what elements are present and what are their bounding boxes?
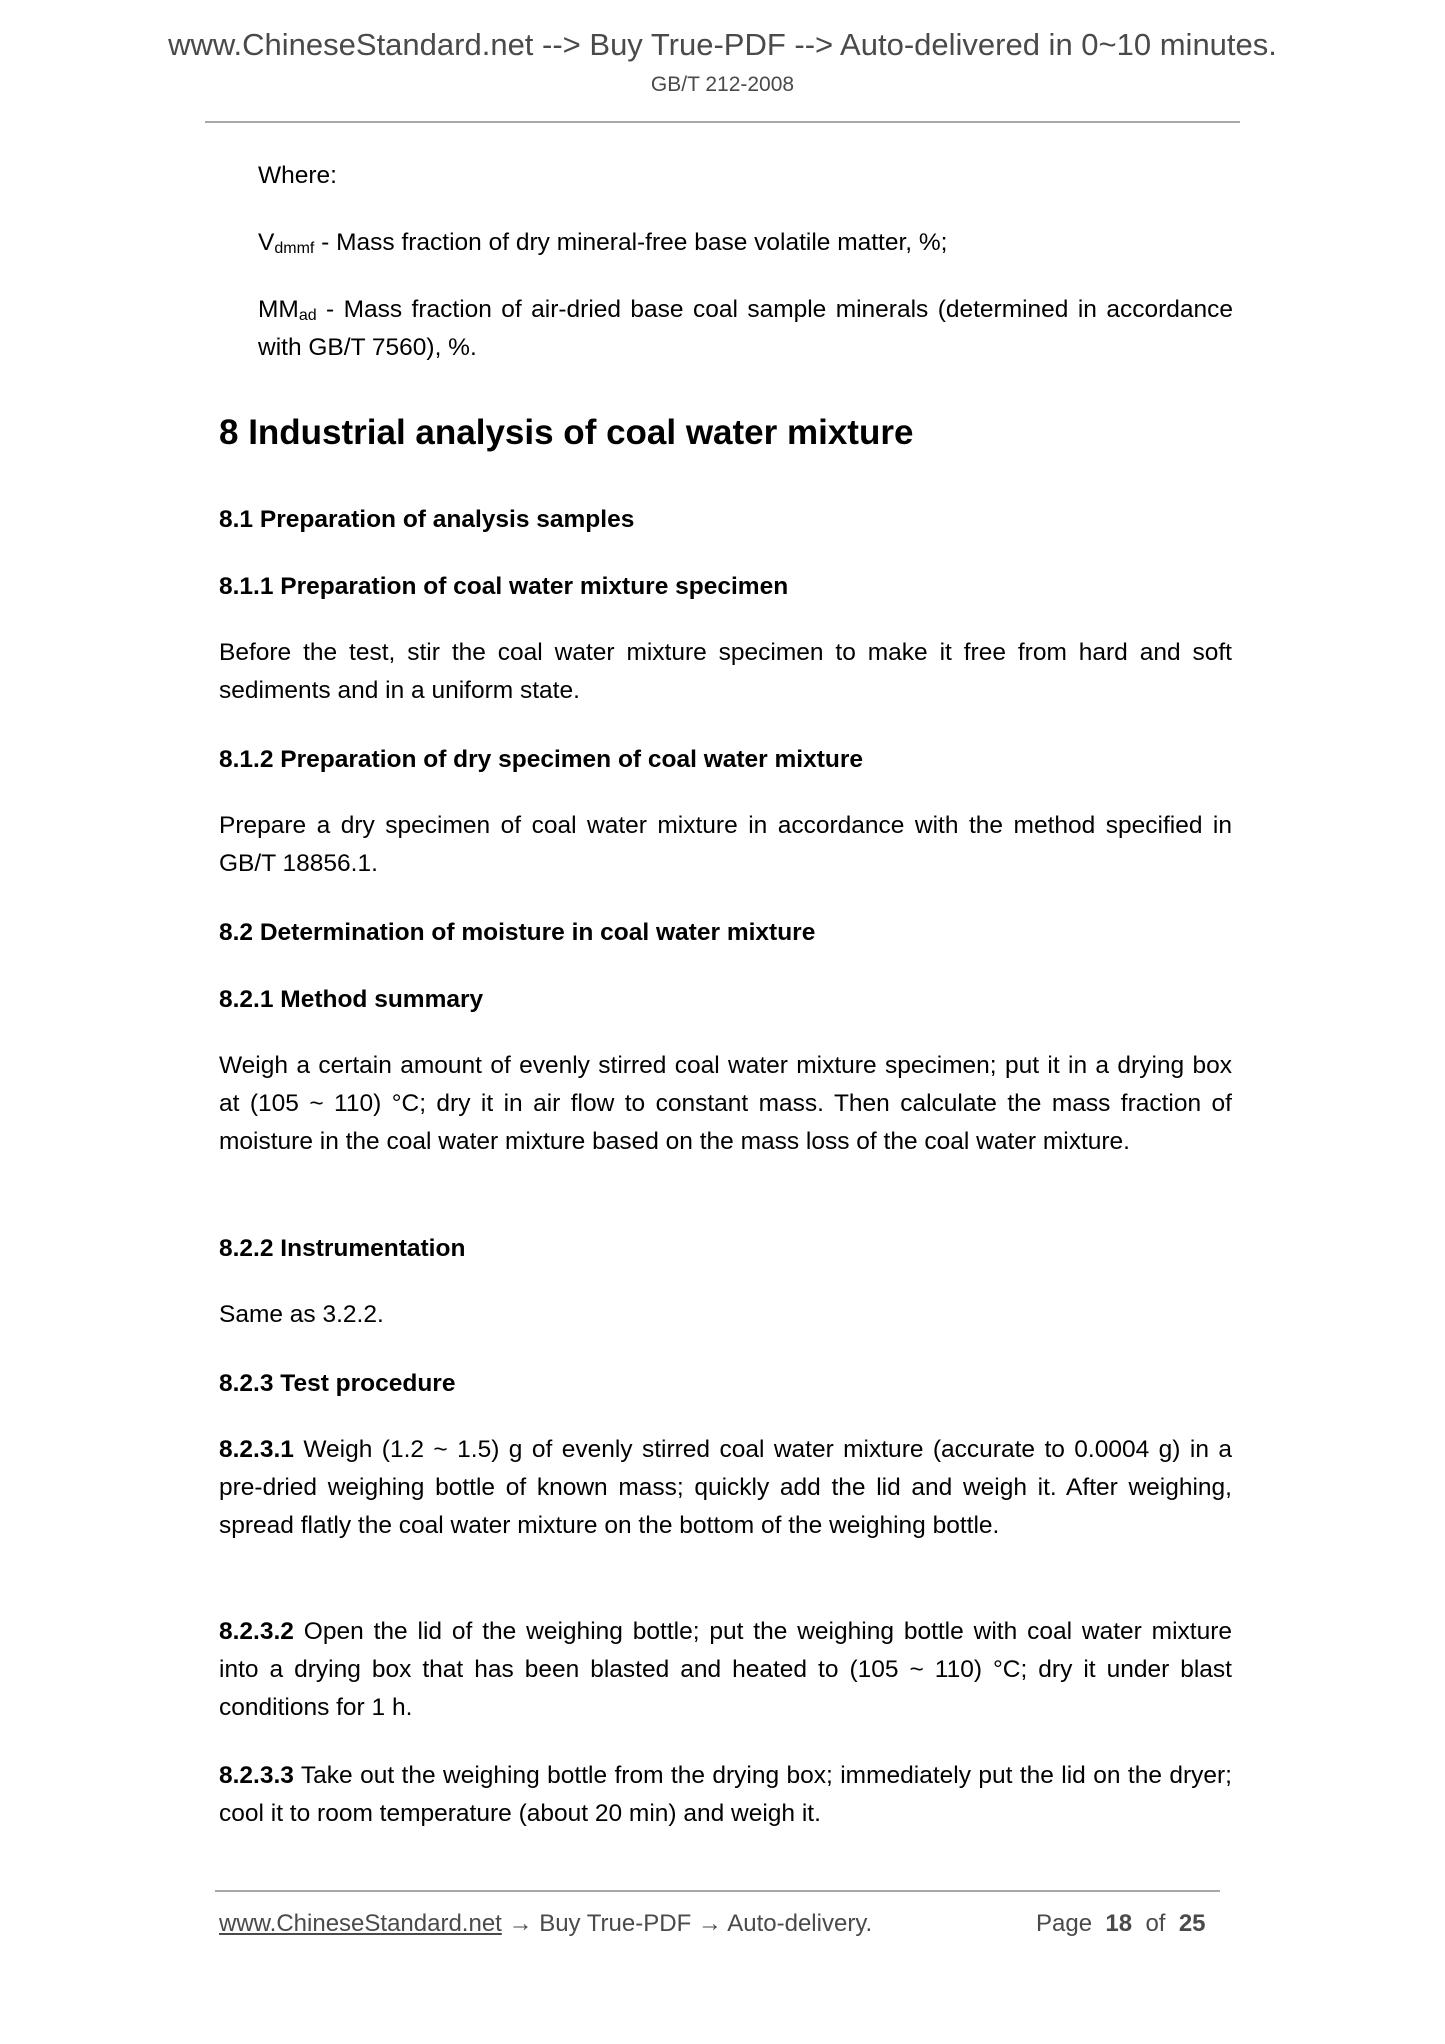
section-8-2-1-title: 8.2.1 Method summary [219,986,484,1013]
header-divider [205,121,1240,123]
section-8-2-3-title: 8.2.3 Test procedure [219,1370,456,1397]
arrow-right-icon: → [501,1910,540,1937]
buy-text: Buy True-PDF [539,1910,692,1937]
section-8-2-1-body: Weigh a certain amount of evenly stirred coal water mixture specimen; put it in a drying box at (105 ~ 110) °C; dry it in air flow to constant mass. Then calculate the mass fraction of moisture in the coal water mixture based on the mass loss of the coal water mixture. [219,1052,1232,1155]
of-label: of [1145,1910,1166,1937]
arrow-right-icon: → [691,1910,728,1937]
section-8-1-2-body: Prepare a dry specimen of coal water mixture in accordance with the method specified in GB/T 18856.1. [219,812,1232,877]
delivery-text: Auto-delivery. [727,1910,873,1937]
website-link[interactable]: www.ChineseStandard.net [219,1910,502,1937]
step-text: Open the lid of the weighing bottle; put the weighing bottle with coal water mixture into a drying box that has been blasted and heated to (105 ~ 110) °C; dry it under blast conditions for 1 h. [219,1618,1232,1721]
definition-mmad [258,291,1233,367]
section-8-1-1-title: 8.1.1 Preparation of coal water mixture specimen [219,573,789,600]
symbol: MM [258,296,299,323]
section-8-2-2-title: 8.2.2 Instrumentation [219,1235,466,1262]
standard-id: GB/T 212-2008 [650,73,795,96]
header-banner: www.ChineseStandard.net --> Buy True-PDF --> Auto-delivered in 0~10 minutes. [168,27,1277,62]
section-8-2-2-body: Same as 3.2.2. [219,1301,384,1328]
where-label: Where: [258,162,337,189]
section-8-2-title: 8.2 Determination of moisture in coal water mixture [219,919,816,946]
symbol: V [258,229,275,256]
step-number: 8.2.3.3 [219,1762,294,1789]
page-total: 25 [1178,1910,1206,1937]
subscript: ad [298,307,317,324]
section-8-1-title: 8.1 Preparation of analysis samples [219,506,635,533]
definition-text: - Mass fraction of dry mineral-free base volatile matter, %; [314,229,948,256]
step-8-2-3-1 [219,1431,1232,1545]
page-label: Page [1036,1910,1093,1937]
step-8-2-3-3 [219,1757,1232,1833]
page-current: 18 [1105,1910,1133,1937]
page-indicator [1036,1909,1206,1939]
footer-promo [219,1909,872,1939]
definition-vdmmf [258,224,1233,262]
step-number: 8.2.3.1 [219,1436,294,1463]
section-8-1-1-body: Before the test, stir the coal water mixture specimen to make it free from hard and soft sediments and in a uniform state. [219,639,1232,704]
footer-divider [215,1890,1220,1892]
step-8-2-3-2 [219,1613,1232,1727]
definition-text: - Mass fraction of air-dried base coal sample minerals (determined in accordance with GB/T 7560), %. [258,296,1233,361]
step-text: Weigh (1.2 ~ 1.5) g of evenly stirred coal water mixture (accurate to 0.0004 g) in a pre-dried weighing bottle of known mass; quickly add the lid and weigh it. After weighing, spread flatly the coal water mixture on the bottom of the weighing bottle. [219,1436,1232,1539]
step-text: Take out the weighing bottle from the drying box; immediately put the lid on the dryer; cool it to room temperature (about 20 min) and weigh it. [219,1762,1232,1827]
section-8-1-2-title: 8.1.2 Preparation of dry specimen of coal water mixture [219,746,864,773]
subscript: dmmf [274,240,315,257]
section-8-title: 8 Industrial analysis of coal water mixture [219,413,914,452]
step-number: 8.2.3.2 [219,1618,294,1645]
